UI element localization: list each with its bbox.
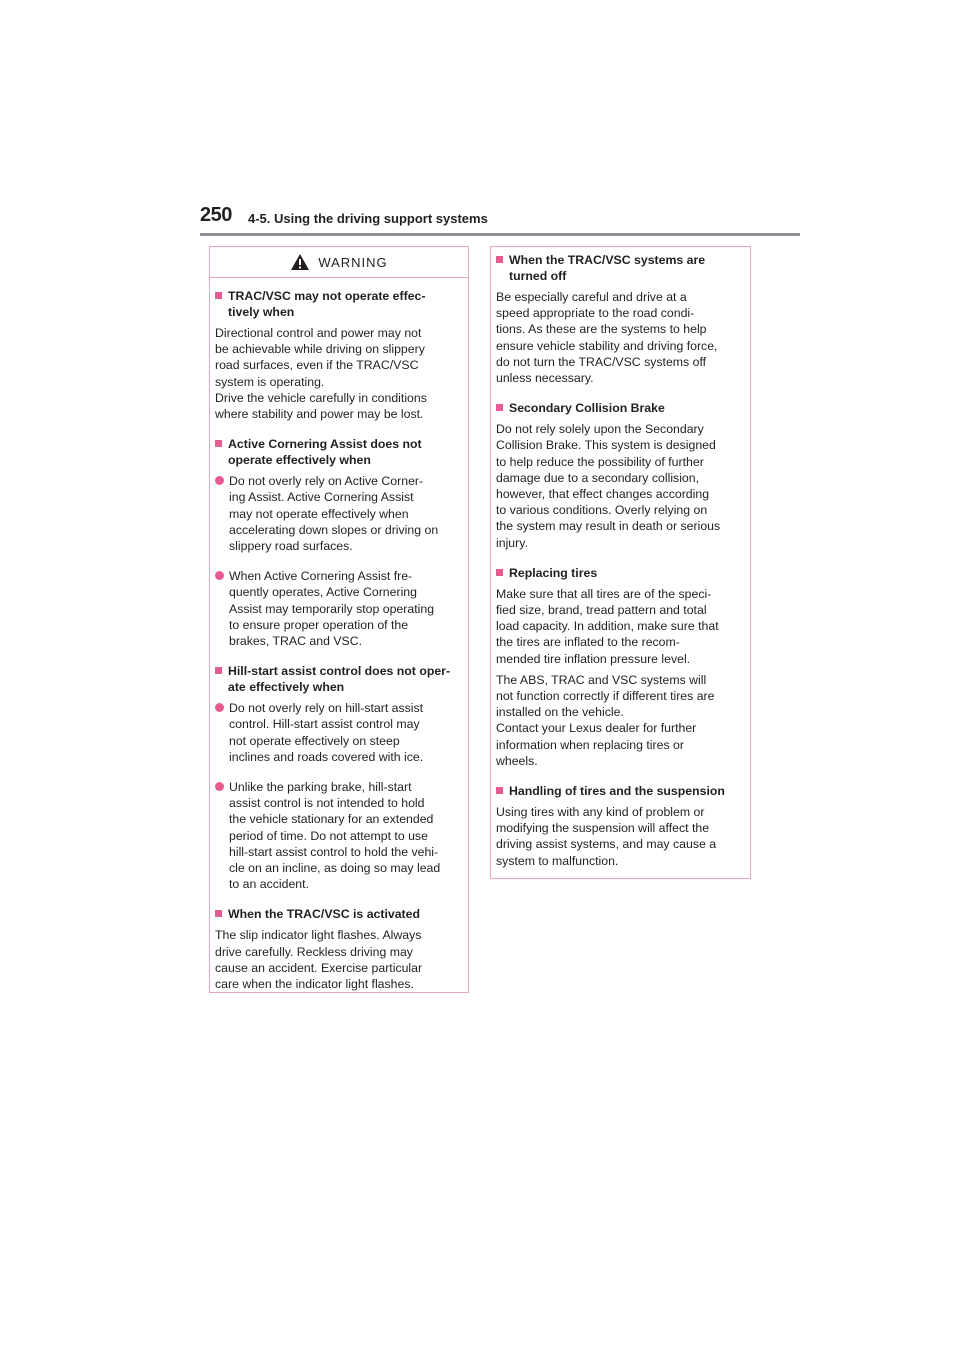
section-heading: Secondary Collision Brake [509,401,665,416]
round-bullet-icon [215,571,224,580]
square-bullet-icon [215,667,222,674]
header-rule [200,233,800,236]
section-heading: TRAC/VSC may not operate effec- tively when [228,289,426,319]
section-body: Directional control and power may not be achievable while driving on slippery road surfaces, even if the TRAC/VSC system is operating. Drive the vehicle carefully in conditions where stability and power may be lost. [215,326,427,422]
list-item [215,568,463,649]
square-bullet-icon [496,569,503,576]
page-header [200,204,800,234]
round-bullet-icon [215,703,224,712]
warning-triangle-icon [290,253,310,271]
square-bullet-icon [496,787,503,794]
round-bullet-icon [215,782,224,791]
section-body: Make sure that all tires are of the speci- fied size, brand, tread pattern and total load capacity. In addition, make sure that the tires are inflated to the recom- mended tire inflation pressure level. [496,586,719,666]
section-body: Do not rely solely upon the Secondary Collision Brake. This system is designed to help reduce the possibility of further damage due to a secondary collision, however, that effect changes according to various conditions. Overly relying on the system may result in death or serious injury. [496,422,721,550]
section-title: 4-5. Using the driving support systems [248,211,488,226]
section-body: Be especially careful and drive at a speed appropriate to the road condi- tions. As these are the systems to help ensure vehicle stability and driving force, do not turn the TRAC/VSC systems off unless necessary. [496,290,718,386]
round-bullet-icon [215,476,224,485]
section-heading: Active Cornering Assist does not operate effectively when [228,437,422,468]
warning-header [210,247,468,278]
list-item [215,700,463,765]
bullet-text: Do not overly rely on hill-start assist control. Hill-start assist control may not operate effectively on steep inclines and roads covered with ice. [229,701,424,764]
warning-title: WARNING [318,254,388,270]
bullet-text: Do not overly rely on Active Corner- ing Assist. Active Cornering Assist may not operate effectively when accelerating down slopes or driving on slippery road surfaces. [229,474,439,554]
section-body: The slip indicator light flashes. Always drive carefully. Reckless driving may cause an accident. Exercise particular care when the indicator light flashes. [215,928,423,992]
bullet-text: When Active Cornering Assist fre- quently operates, Active Cornering Assist may temporarily stop operating to ensure proper operation of the brakes, TRAC and VSC. [229,569,435,649]
warning-section-trac-activated [215,906,463,992]
square-bullet-icon [496,256,503,263]
warning-section-trac-vsc [215,288,463,422]
bullet-text: Unlike the parking brake, hill-start assist control is not intended to hold the vehicle stationary for an extended period of time. Do not attempt to use hill-start assist control to hold the vehi- cle on an incline, as doing so may lead to an accident. [229,780,441,892]
warning-section-systems-off [496,252,745,386]
square-bullet-icon [215,440,222,447]
warning-section-replacing-tires [496,565,745,769]
section-heading: Replacing tires [509,565,598,580]
warning-section-hill-start [215,663,463,892]
warning-section-active-cornering [215,436,463,649]
square-bullet-icon [215,292,222,299]
section-heading: Handling of tires and the suspension [509,784,725,799]
warning-box [209,246,469,993]
warning-section-tires-suspension [496,783,745,869]
page-number: 250 [200,204,232,226]
warning-box-continued [490,246,751,879]
square-bullet-icon [496,404,503,411]
square-bullet-icon [215,910,222,917]
section-heading: Hill-start assist control does not oper- ate effectively when [228,664,451,695]
section-body: Using tires with any kind of problem or modifying the suspension will affect the driving assist systems, and may cause a system to malfunction. [496,805,717,868]
list-item [215,473,463,554]
list-item [215,779,463,892]
warning-section-secondary-collision [496,400,745,551]
section-heading: When the TRAC/VSC systems are turned off [509,253,706,283]
section-body-2: The ABS, TRAC and VSC systems will not function correctly if different tires are installed on the vehicle. Contact your Lexus dealer for further information when replacing tires or wheels. [496,672,715,768]
section-heading: When the TRAC/VSC is activated [228,907,421,922]
